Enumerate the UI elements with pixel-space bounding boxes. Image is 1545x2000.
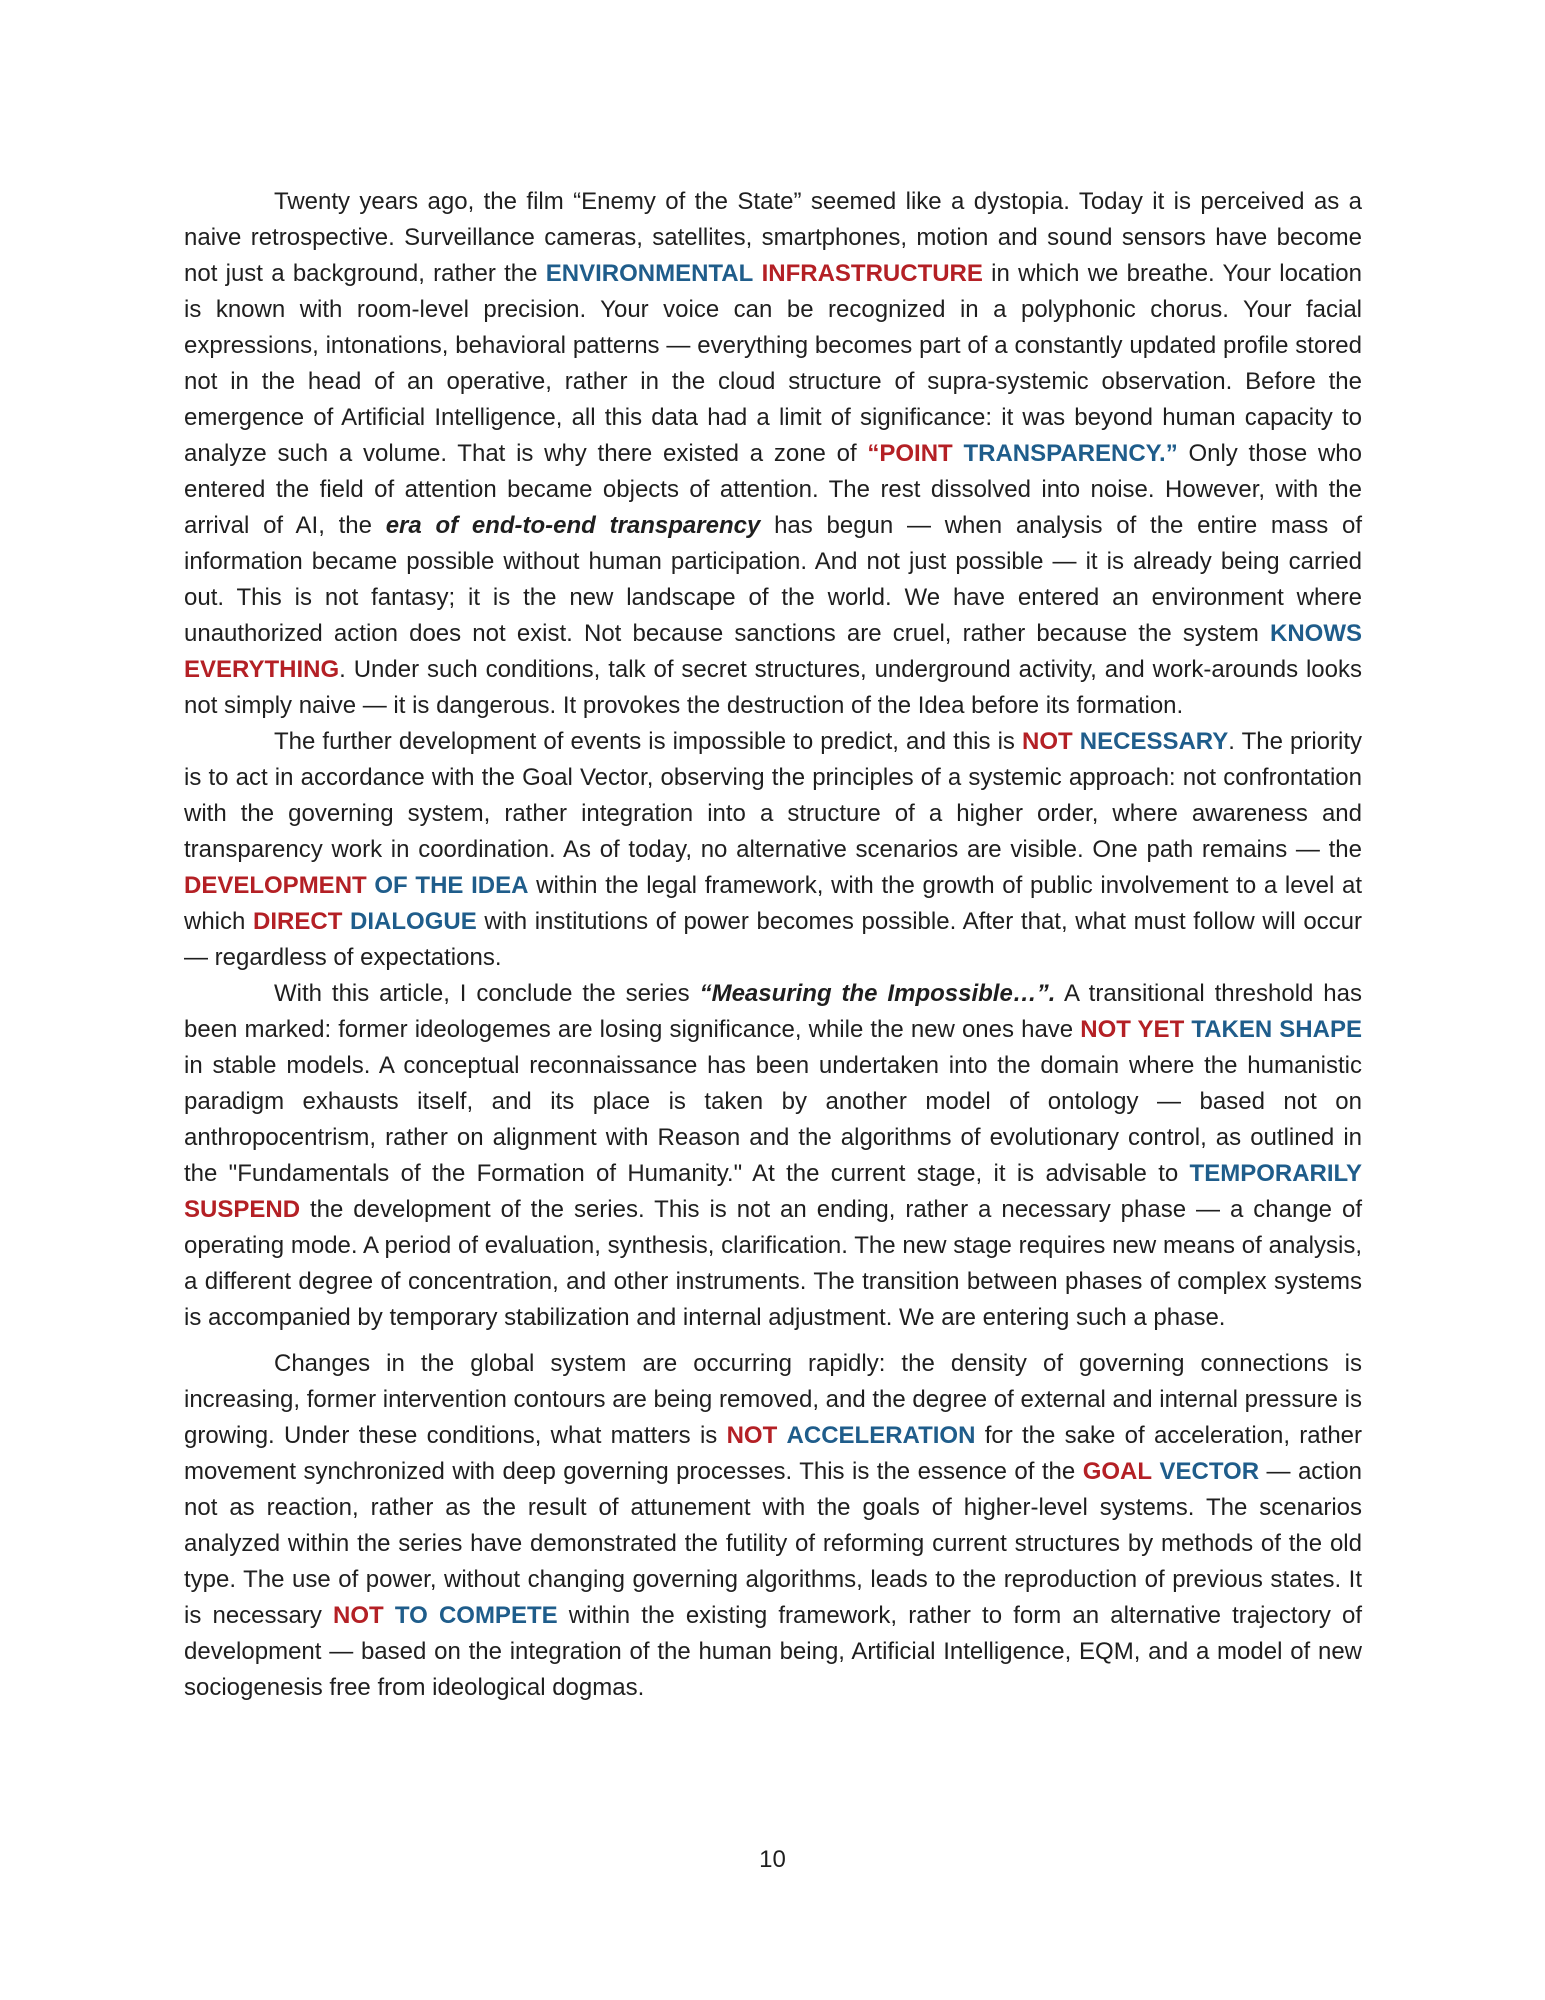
text-segment: ENVIRONMENTAL: [545, 260, 754, 287]
paragraph-3: [184, 976, 1362, 1336]
text-segment: Twenty years ago, the film “Enemy of the State” seemed like a dystopia. Today it is perceived as a naive retrospective. Surveillance cameras, satellites, smartphones, motion and sound sensors have become not just a background, rather the: [184, 188, 1362, 287]
text-segment: TO COMPETE: [394, 1602, 558, 1629]
text-segment: [753, 260, 761, 287]
page-number: 10: [759, 1846, 786, 1873]
text-segment: ACCELERATION: [786, 1422, 976, 1449]
text-segment: “Measuring the Impossible…”.: [699, 980, 1056, 1007]
text-segment: in stable models. A conceptual reconnaissance has been undertaken into the domain where the humanistic paradigm exhausts itself, and its place is taken by another model of ontology — based not on anthropocentrism, rather on alignment with Reason and the algorithms of evolutionary control, as outlined in the "Fundamentals of the Formation of Humanity." At the current stage, it is advisable to: [184, 1052, 1362, 1187]
paragraph-1: [184, 184, 1362, 724]
text-segment: [953, 440, 964, 467]
text-segment: Only those who entered the field of attention became objects of attention. The rest dissolved into noise. However, with the arrival of AI, the: [184, 440, 1362, 539]
text-segment: EVERYTHING: [184, 656, 340, 683]
text-segment: DIALOGUE: [350, 908, 477, 935]
text-segment: OF THE IDEA: [374, 872, 529, 899]
text-segment: [777, 1422, 786, 1449]
text-segment: GOAL: [1082, 1458, 1153, 1485]
text-segment: The further development of events is impossible to predict, and this is: [274, 728, 1022, 755]
text-segment: in which we breathe. Your location is known with room-level precision. Your voice can be recognized in a polyphonic chorus. Your facial expressions, intonations, behavioral patterns — everything becomes part of a constantly updated profile stored not in the head of an operative, rather in the cloud structure of supra-systemic observation. Before the emergence of Artificial Intelligence, all this data had a limit of significance: it was beyond human capacity to analyze such a volume. That is why there existed a zone of: [184, 260, 1363, 467]
text-segment: Changes in the global system are occurring rapidly: the density of governing connections is increasing, former intervention contours are being removed, and the degree of external and internal pressure is growing. Under these conditions, what matters is: [184, 1350, 1363, 1449]
text-segment: TAKEN SHAPE: [1191, 1016, 1362, 1043]
text-segment: [1073, 728, 1080, 755]
text-segment: . The priority is to act in accordance with the Goal Vector, observing the principles of a systemic approach: not confrontation with the governing system, rather integration into a structure of a higher order, where awareness and transparency work in coordination. As of today, no alternative scenarios are visible. One path remains — the: [184, 728, 1363, 863]
text-segment: NOT: [333, 1602, 384, 1629]
text-segment: TRANSPARENCY.”: [963, 440, 1178, 467]
text-segment: DEVELOPMENT: [184, 872, 367, 899]
paragraph-4: [184, 1346, 1362, 1706]
text-segment: With this article, I conclude the series: [274, 980, 700, 1007]
text-segment: TEMPORARILY: [1189, 1160, 1362, 1187]
text-segment: VECTOR: [1159, 1458, 1260, 1485]
text-segment: within the existing framework, rather to form an alternative trajectory of development — based on the integration of the human being, Artificial Intelligence, EQM, and a model of new sociogenesis free from ideological dogmas.: [184, 1602, 1363, 1701]
text-segment: SUSPEND: [184, 1196, 301, 1223]
text-segment: era of end-to-end transparency: [385, 512, 761, 539]
text-segment: NOT YET: [1080, 1016, 1185, 1043]
text-segment: [384, 1602, 395, 1629]
text-segment: NECESSARY: [1079, 728, 1229, 755]
text-segment: INFRASTRUCTURE: [761, 260, 983, 287]
text-segment: with institutions of power becomes possible. After that, what must follow will occur — regardless of expectations.: [184, 908, 1363, 971]
text-segment: the development of the series. This is not an ending, rather a necessary phase — a change of operating mode. A period of evaluation, synthesis, clarification. The new stage requires new means of analysis, a different degree of concentration, and other instruments. The transition between phases of complex systems is accompanied by temporary stabilization and internal adjustment. We are entering such a phase.: [184, 1196, 1362, 1331]
text-segment: [342, 908, 350, 935]
text-segment: KNOWS: [1270, 620, 1362, 647]
text-segment: NOT: [726, 1422, 778, 1449]
text-segment: — action not as reaction, rather as the result of attunement with the goals of higher-level systems. The scenarios analyzed within the series have demonstrated the futility of reforming current structures by methods of the old type. The use of power, without changing governing algorithms, leads to the reproduction of previous states. It is necessary: [184, 1458, 1362, 1629]
document-body: [184, 184, 1362, 1706]
text-segment: “POINT: [867, 440, 953, 467]
text-segment: within the legal framework, with the growth of public involvement to a level at which: [184, 872, 1362, 935]
text-segment: . Under such conditions, talk of secret structures, underground activity, and work-arounds looks not simply naive — it is dangerous. It provokes the destruction of the Idea before its formation.: [184, 656, 1362, 719]
paragraph-2: [184, 724, 1362, 976]
text-segment: DIRECT: [253, 908, 343, 935]
text-segment: NOT: [1022, 728, 1073, 755]
text-segment: for the sake of acceleration, rather movement synchronized with deep governing processes. This is the essence of the: [184, 1422, 1363, 1485]
text-segment: A transitional threshold has been marked: former ideologemes are losing significance, while the new ones have: [184, 980, 1362, 1043]
text-segment: has begun — when analysis of the entire mass of information became possible without human participation. And not just possible — it is already being carried out. This is not fantasy; it is the new landscape of the world. We have entered an environment where unauthorized action does not exist. Not because sanctions are cruel, rather because the system: [184, 512, 1363, 647]
